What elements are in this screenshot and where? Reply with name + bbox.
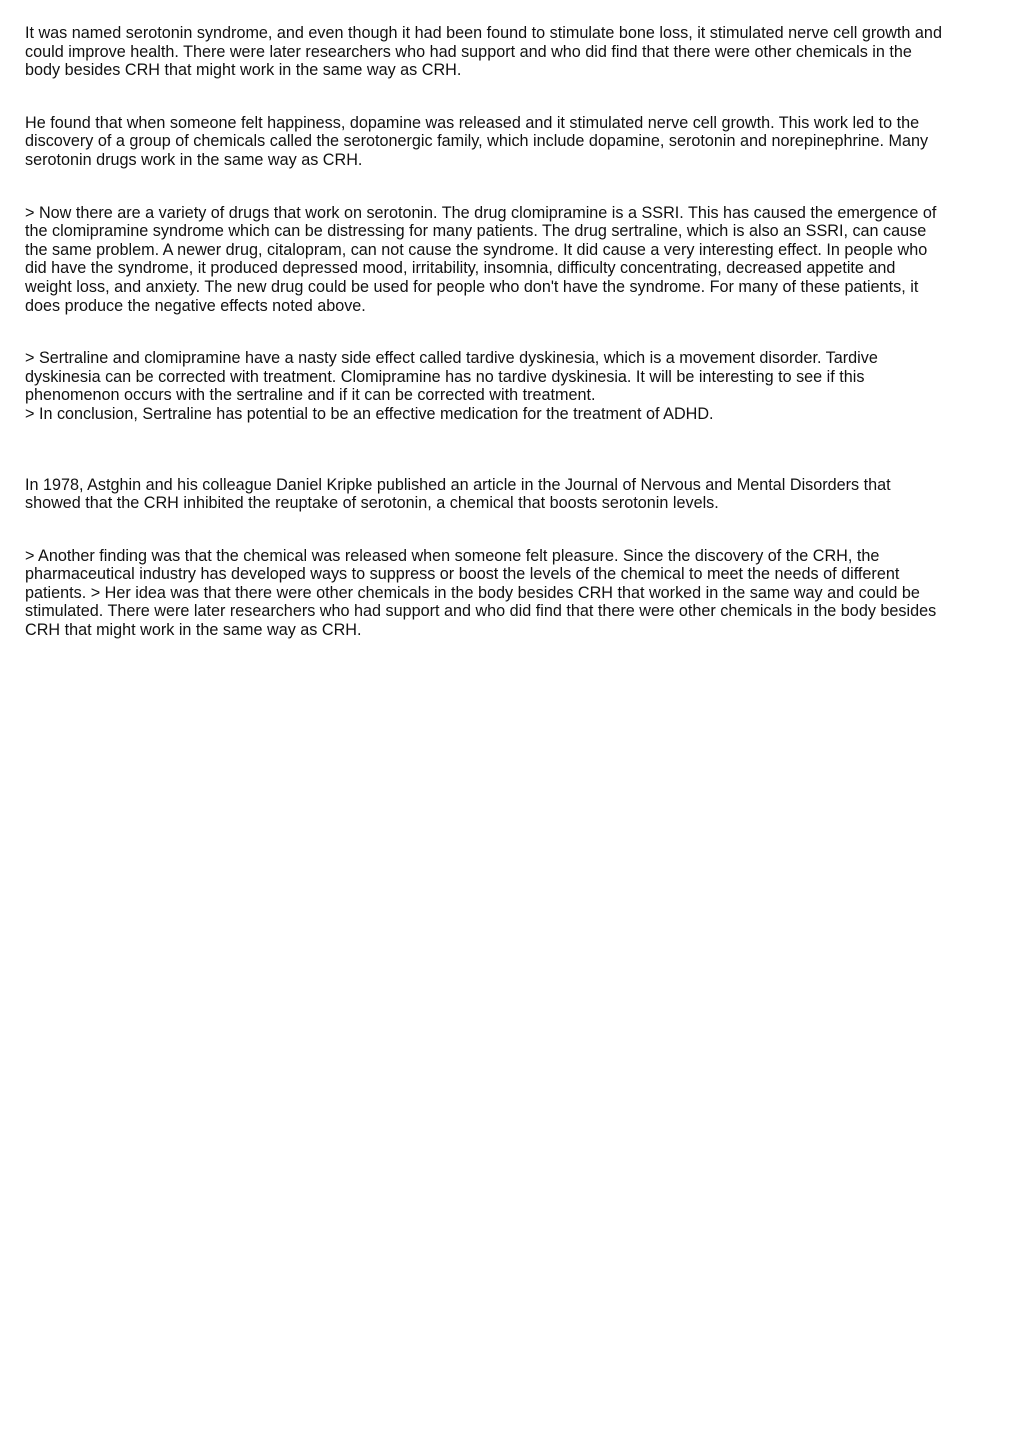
- text-line: discovery of a group of chemicals called the serotonergic family, which include dopamine, serotonin and norepinephrine. Many: [25, 132, 929, 151]
- text-line: weight loss, and anxiety. The new drug could be used for people who don't have the syndrome. For many of these patients, it: [25, 277, 919, 296]
- text-line: could improve health. There were later researchers who had support and who did find that there were other chemicals in the: [25, 42, 912, 61]
- text-line: showed that the CRH inhibited the reuptake of serotonin, a chemical that boosts serotonin levels.: [25, 494, 719, 513]
- text-line: stimulated. There were later researchers who had support and who did find that there were other chemicals in the body besides: [25, 602, 937, 621]
- paragraph-spacer: [25, 170, 1003, 204]
- text-line: pharmaceutical industry has developed ways to suppress or boost the levels of the chemical to meet the needs of different: [25, 565, 900, 584]
- text-line: > In conclusion, Sertraline has potential to be an effective medication for the treatment of ADHD.: [25, 404, 714, 423]
- text-line: > Sertraline and clomipramine have a nasty side effect called tardive dyskinesia, which is a movement disorder. Tardive: [25, 349, 878, 368]
- text-line: dyskinesia can be corrected with treatment. Clomipramine has no tardive dyskinesia. It will be interesting to see if this: [25, 367, 865, 386]
- text-line: > Another finding was that the chemical was released when someone felt pleasure. Since the discovery of the CRH, the: [25, 546, 880, 565]
- document-body: [25, 24, 1003, 640]
- paragraph-serotonin-syndrome: [25, 24, 1003, 80]
- text-line: phenomenon occurs with the sertraline and if it can be corrected with treatment.: [25, 386, 596, 405]
- paragraph-spacer: [25, 513, 1003, 547]
- text-line: > Now there are a variety of drugs that work on serotonin. The drug clomipramine is a SSRI. This has caused the emergence of: [25, 203, 937, 222]
- paragraph-tardive-dyskinesia: [25, 349, 1003, 423]
- text-line: patients. > Her idea was that there were other chemicals in the body besides CRH that worked in the same way and could be: [25, 583, 920, 602]
- text-line: the same problem. A newer drug, citalopram, can not cause the syndrome. It did cause a very interesting effect. In people who: [25, 240, 928, 259]
- paragraph-spacer: [25, 424, 1003, 476]
- paragraph-spacer: [25, 80, 1003, 114]
- text-line: CRH that might work in the same way as CRH.: [25, 621, 362, 640]
- text-line: In 1978, Astghin and his colleague Daniel Kripke published an article in the Journal of Nervous and Mental Disorders that: [25, 475, 891, 494]
- text-line: did have the syndrome, it produced depressed mood, irritability, insomnia, difficulty concentrating, decreased appetite and: [25, 259, 896, 278]
- text-line: It was named serotonin syndrome, and even though it had been found to stimulate bone loss, it stimulated nerve cell growth and: [25, 24, 942, 42]
- text-line: serotonin drugs work in the same way as CRH.: [25, 150, 363, 169]
- paragraph-1978-article: [25, 476, 1003, 513]
- text-line: He found that when someone felt happiness, dopamine was released and it stimulated nerve cell growth. This work led to the: [25, 113, 920, 132]
- text-line: the clomipramine syndrome which can be distressing for many patients. The drug sertraline, which is also an SSRI, can cause: [25, 222, 927, 241]
- text-line: body besides CRH that might work in the same way as CRH.: [25, 61, 462, 80]
- paragraph-dopamine-discovery: [25, 114, 1003, 170]
- paragraph-pleasure-finding: [25, 547, 1003, 640]
- paragraph-serotonin-drugs: [25, 204, 1003, 316]
- text-line: does produce the negative effects noted above.: [25, 296, 366, 315]
- paragraph-spacer: [25, 315, 1003, 349]
